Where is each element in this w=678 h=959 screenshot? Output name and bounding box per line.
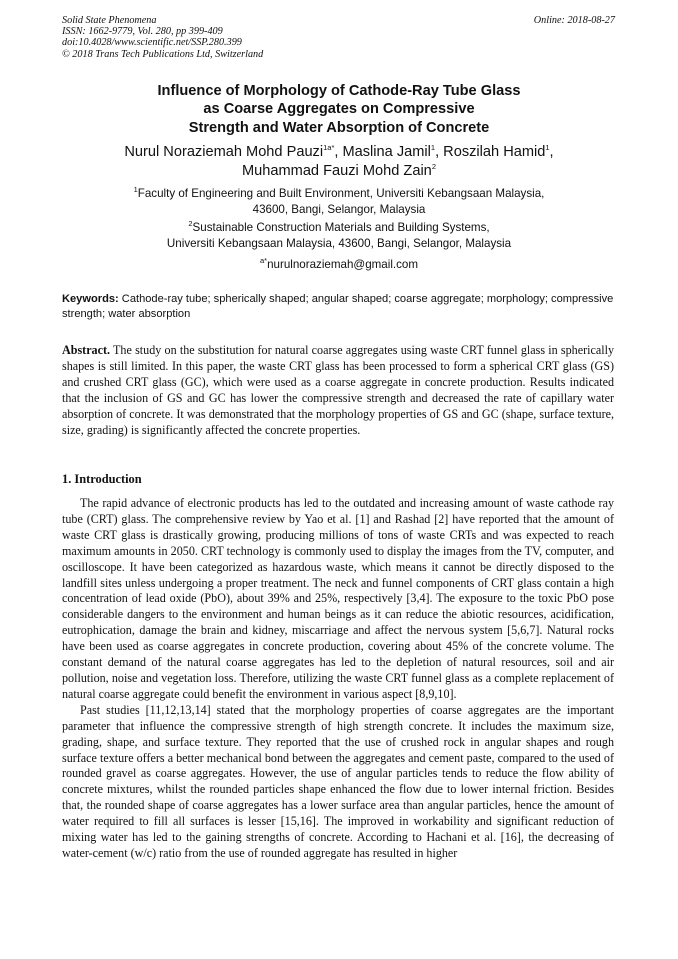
- email-address[interactable]: nurulnoraziemah@gmail.com: [267, 258, 419, 271]
- journal-doi[interactable]: doi:10.4028/www.scientific.net/SSP.280.399: [62, 37, 242, 49]
- affiliation-1-line-2: 43600, Bangi, Selangor, Malaysia: [252, 202, 426, 216]
- email-sup: a*: [259, 256, 268, 266]
- authors-line-2: [60, 162, 618, 181]
- affiliation-2-sup: 2: [188, 219, 193, 229]
- affiliation-1: [60, 186, 618, 217]
- author-sep: ,: [549, 144, 554, 160]
- section-heading-introduction: 1. Introduction: [62, 472, 142, 486]
- author-1-sup: 1a*: [323, 143, 335, 153]
- abstract-label: Abstract.: [62, 343, 111, 357]
- paper-title: [60, 82, 618, 137]
- journal-issn: ISSN: 1662-9779, Vol. 280, pp 399-409: [62, 26, 223, 38]
- journal-copyright: © 2018 Trans Tech Publications Ltd, Switzerland: [62, 48, 264, 60]
- author-list: [60, 143, 618, 181]
- affiliation-2-line-2: Universiti Kebangsaan Malaysia, 43600, Bangi, Selangor, Malaysia: [166, 236, 512, 250]
- abstract-section: [62, 343, 614, 438]
- author-1: Nurul Noraziemah Mohd Pauzi: [124, 144, 324, 160]
- author-2: , Maslina Jamil: [334, 144, 431, 160]
- affiliation-1-sup: 1: [133, 185, 138, 195]
- affiliation-1-line-1: Faculty of Engineering and Built Environment, Universiti Kebangsaan Malaysia,: [137, 187, 545, 200]
- author-2-sup: 1: [430, 143, 436, 153]
- author-4: Muhammad Fauzi Mohd Zain: [242, 163, 432, 179]
- author-3-sup: 1: [545, 143, 550, 153]
- keywords-section: [62, 292, 614, 321]
- authors-line-1: [60, 143, 618, 162]
- online-date: Online: 2018-08-27: [533, 15, 615, 26]
- keywords-text: Cathode-ray tube; spherically shaped; angular shaped; coarse aggregate; morphology; compressive strength; water absorption: [62, 293, 614, 320]
- keywords-label: Keywords:: [62, 293, 119, 305]
- title-line-2: as Coarse Aggregates on Compressive: [203, 101, 475, 118]
- affiliation-2: [60, 220, 618, 251]
- journal-name: Solid State Phenomena: [62, 15, 157, 26]
- abstract-text: The study on the substitution for natural coarse aggregates using waste CRT funnel glass in spherically shapes is still limited. In this paper, the waste CRT glass has been processed to form a spherical CRT glass (GS) and crushed CRT glass (GC), which were used as a coarse aggregate in concrete production. Results indicated that the inclusion of GS and GC has lower the compressive strength and decreased the rate of capillary water absorption of concrete. It was demonstrated that the morphology properties of GS and GC (shape, surface texture, size, grading) is significantly affected the concrete properties.: [62, 343, 614, 437]
- title-line-3: Strength and Water Absorption of Concrete: [188, 119, 490, 136]
- journal-header: [62, 15, 263, 60]
- introduction-body: [62, 496, 614, 862]
- author-3: , Roszilah Hamid: [435, 144, 546, 160]
- author-4-sup: 2: [431, 162, 436, 172]
- affiliation-2-line-1: Sustainable Construction Materials and Building Systems,: [192, 221, 490, 234]
- intro-paragraph-2: Past studies [11,12,13,14] stated that the morphology properties of coarse aggregates are the important parameter that influence the compressive strength of high strength concrete. It includes the maximum size, grading, shape, and surface texture. They reported that the use of crushed rock in angular shapes and rough surface texture offers a better mechanical bond between the aggregates and cement paste, compared to the used of rounded gravel as coarse aggregates. However, the use of angular particles tends to reduce the flow ability of concrete mixtures, whilst the rounded particles shape enhanced the flow due to lower internal friction. Besides that, the rounded shape of coarse aggregates has a lower surface area than angular particles, hence the amount of water required to fill all surfaces is lesser [15,16]. The improved in workability and significant reduction of mixing water has led to the gaining strengths of concrete. According to Hachani et al. [16], the decreasing of water-cement (w/c) ratio from the use of rounded aggregate has resulted in higher: [62, 702, 614, 860]
- corresponding-email: [60, 257, 618, 273]
- intro-paragraph-1: The rapid advance of electronic products has led to the outdated and increasing amount of waste cathode ray tube (CRT) glass. The comprehensive review by Yao et al. [1] and Rashad [2] have reported that the amount of waste CRT glass is drastically growing, producing millions of tons of waste CRTs and was expected to reach maximum amounts in 2050. CRT technology is commonly used to display the images from the TV, computer, and oscilloscope. It have been categorized as hazardous waste, which means it cannot be directly disposed to the landfill sites unless undergoing a proper treatment. The neck and funnel components of CRT glass contain a high concentration of lead oxide (PbO), about 39% and 25%, respectively [3,4]. The exposure to the toxic PbO pose considerable dangers to the environment and human beings as it can reduce the abiotic resources, acidification, eutrophication, damage the brain and kidney, miscarriage and affect the nervous system [5,6,7]. Natural rocks have been used as coarse aggregates in concrete production, covering about 45% of the concrete volume. The constant demand of the natural coarse aggregates has led to the depletion of natural resources, soil and air pollution, noise and vegetation loss. Therefore, utilizing the waste CRT funnel glass as a complete replacement of natural coarse aggregate could benefit the environment in various aspect [8,9,10].: [62, 496, 614, 701]
- title-line-1: Influence of Morphology of Cathode-Ray Tube Glass: [157, 83, 521, 99]
